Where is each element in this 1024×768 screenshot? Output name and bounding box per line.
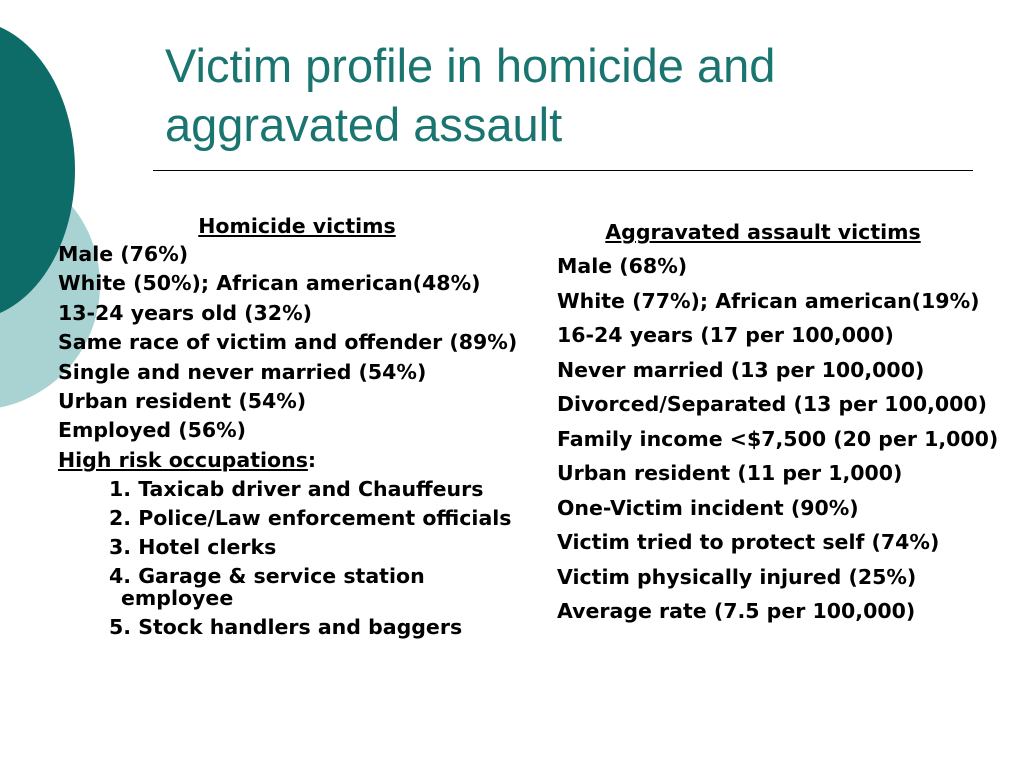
assault-item: White (77%); African american(19%)	[557, 288, 980, 313]
assault-item: Victim tried to protect self (74%)	[557, 530, 940, 554]
occupations-label: High risk occupations	[58, 447, 308, 472]
assault-item: 16-24 years (17 per 100,000)	[557, 323, 894, 347]
assault-column	[557, 220, 1017, 632]
homicide-column	[58, 214, 528, 645]
assault-item: Victim physically injured (25%)	[557, 564, 917, 589]
homicide-item: Urban resident (54%)	[58, 388, 307, 413]
assault-item: Never married (13 per 100,000)	[557, 357, 925, 382]
assault-item: One-Victim incident (90%)	[557, 495, 859, 520]
title-divider	[153, 170, 973, 171]
occupations-colon: :	[307, 447, 317, 472]
slide-title-line-2: aggravated assault	[165, 98, 563, 151]
homicide-heading: Homicide victims	[198, 214, 396, 238]
homicide-item: Employed (56%)	[58, 418, 247, 443]
homicide-item: Single and never married (54%)	[58, 359, 427, 384]
occupation-item: 3. Hotel clerks	[109, 535, 277, 560]
assault-item: Male (68%)	[557, 254, 688, 278]
occupation-item: 4. Garage & service station employee	[109, 564, 425, 611]
homicide-item: White (50%); African american(48%)	[58, 271, 481, 296]
occupation-item: 5. Stock handlers and baggers	[109, 615, 463, 640]
occupation-item: 1. Taxicab driver and Chauffeurs	[109, 477, 484, 502]
assault-heading: Aggravated assault victims	[605, 220, 921, 244]
assault-item: Urban resident (11 per 1,000)	[557, 461, 903, 485]
assault-item: Average rate (7.5 per 100,000)	[557, 599, 916, 623]
assault-item: Divorced/Separated (13 per 100,000)	[557, 392, 988, 416]
occupation-item: 2. Police/Law enforcement officials	[109, 506, 512, 531]
homicide-item: 13-24 years old (32%)	[58, 300, 312, 325]
occupations-heading	[58, 449, 528, 472]
slide-title-line-1: Victim profile in homicide and	[165, 39, 776, 92]
homicide-item: Male (76%)	[58, 242, 189, 266]
homicide-item: Same race of victim and offender (89%)	[58, 330, 518, 355]
assault-item: Family income <$7,500 (20 per 1,000)	[557, 426, 999, 451]
slide-title	[165, 36, 985, 154]
